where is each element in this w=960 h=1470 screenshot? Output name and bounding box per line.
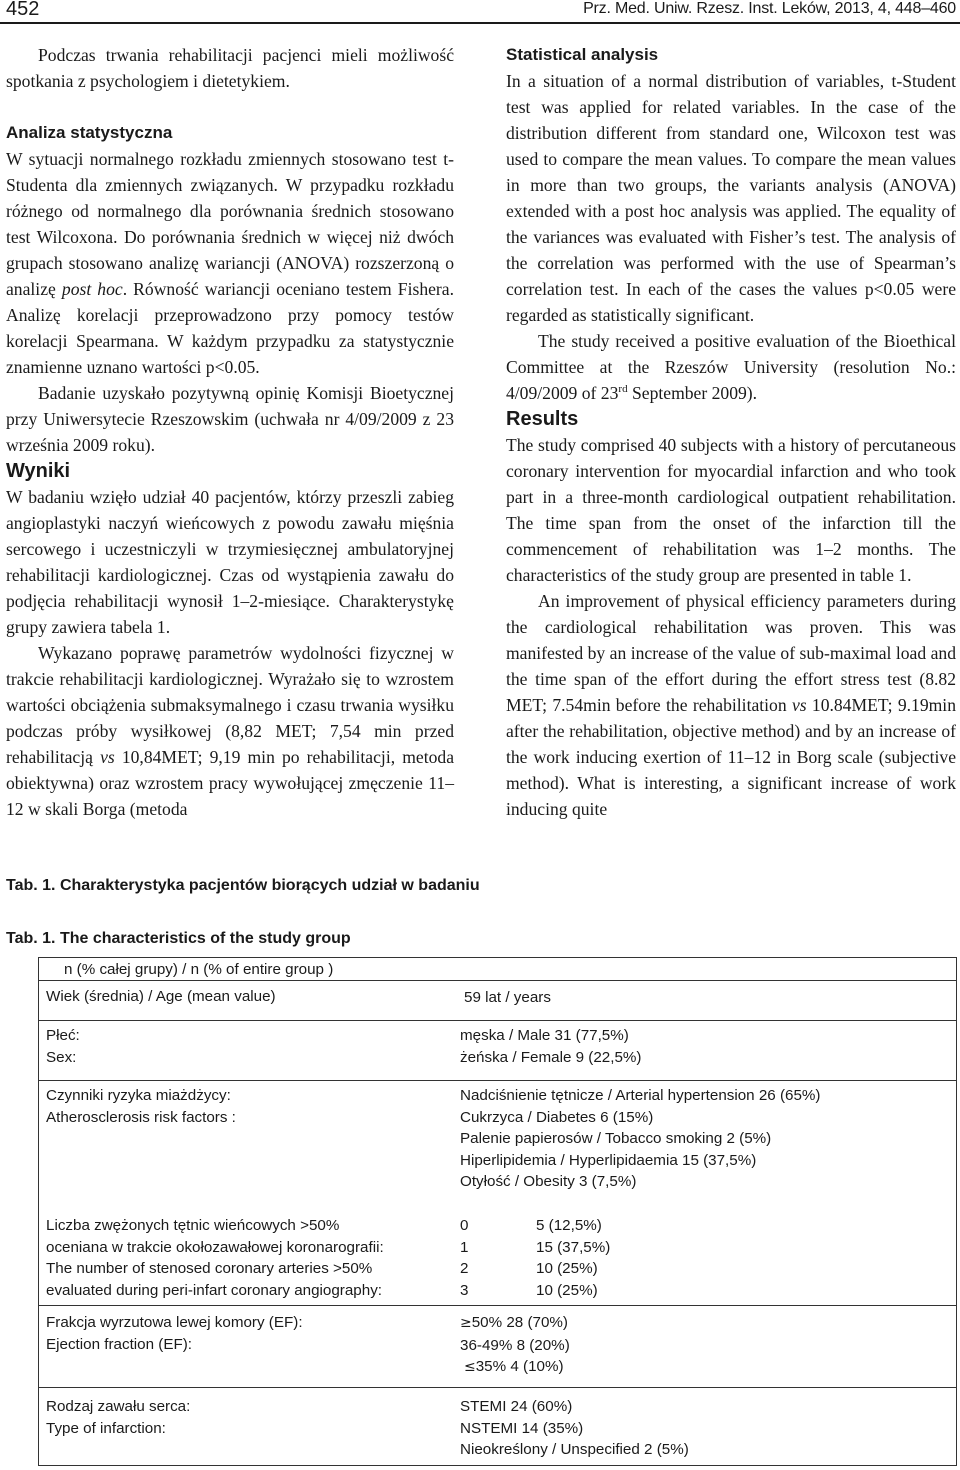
paragraph-bioethical: The study received a positive evaluation of the Bioethical Committee at the Rzeszów University (resolution No.: 4/09/2009 of 23rd September 2009). <box>506 331 956 403</box>
risk-obesity: Otyłość / Obesity 3 (7,5%) <box>460 1173 637 1191</box>
characteristics-table <box>38 957 957 1466</box>
journal-running-head: Prz. Med. Uniw. Rzesz. Inst. Leków, 2013, 4, 448–460 <box>583 0 956 17</box>
table-row-sex <box>39 1020 956 1081</box>
risk-hypertension: Nadciśnienie tętnicze / Arterial hypertension 26 (65%) <box>460 1087 821 1104</box>
table-row-stenosed <box>39 1200 956 1305</box>
paragraph-komisja: Badanie uzyskało pozytywną opinię Komisji Bioetycznej przy Uniwersytecie Rzeszowskim (uchwała nr 4/09/2009 z 23 września 2009 roku). <box>6 383 454 455</box>
right-column <box>506 42 956 822</box>
stenosed-values: 0 5 (12,5%) 1 15 (37,5%) 2 10 (25%) 3 10 (25%) <box>460 1217 611 1299</box>
heading-results: Results <box>506 408 579 430</box>
age-label: Wiek (średnia) / Age (mean value) <box>46 988 276 1005</box>
paragraph-results-1: The study comprised 40 subjects with a history of percutaneous coronary intervention for myocardial infarction and who took part in a three-month cardiological outpatient rehabilitation. The time span from the onset of the infarction till the commencement of rehabilitation was 1–2 months. The characteristics of the study group are presented in table 1. <box>506 435 956 585</box>
stenosed-label: Liczba zwężonych tętnic wieńcowych >50% oceniana w trakcie okołozawałowej koronarografii: The number of stenosed coronary arteries >50% evaluated during peri-infart coronary angiography: <box>46 1217 384 1299</box>
risk-factors-label: Czynniki ryzyka miażdżycy: Atherosclerosis risk factors : <box>46 1087 236 1126</box>
age-value: 59 lat / years <box>464 989 551 1006</box>
paragraph-analiza: W sytuacji normalnego rozkładu zmiennych stosowano test t-Studenta dla zmiennych związanych. W przypadku rozkładu różnego od normalnego dla porównania średnich stosowano test Wilcoxona. Do porównania średnich w więcej niż dwóch grupach stosowano analizę wariancji (ANOVA) rozszerzoną o analizę post hoc. Równość wariancji oceniano testem Fishera. Analizę korelacji przeprowadzono przy pomocy testów korelacji Spearmana. W każdym przypadku za statystycznie znamienne uznano wartości p<0.05. <box>6 149 455 377</box>
table-header: n (% całej grupy) / n (% of entire group ) <box>64 961 334 978</box>
paragraph-wyniki-1: W badaniu wzięło udział 40 pacjentów, którzy przeszli zabieg angioplastyki naczyń wieńcowych z powodu zawału mięśnia sercowego i uczestniczyli w trzymiesięcznej ambulatoryjnej rehabilitacji kardiologicznej. Czas od wystąpienia zawału do podjęcia rehabilitacji wynosił 1–2-miesiące. Charakterystykę grupy zawiera tabela 1. <box>6 487 454 637</box>
risk-smoking: Palenie papierosów / Tobacco smoking 2 (5%) <box>460 1130 772 1148</box>
ef-label: Frakcja wyrzutowa lewej komory (EF): Ejection fraction (EF): <box>46 1314 303 1353</box>
page-number: 452 <box>6 0 40 20</box>
ef-values: ≥50% 28 (70%) 36-49% 8 (20%) ≤35% 4 (10%) <box>460 1314 570 1376</box>
table-row-age <box>39 980 956 1021</box>
table-caption-en: Tab. 1. The characteristics of the study group <box>6 930 351 947</box>
risk-factors-values <box>460 1085 820 1193</box>
sex-label: Płeć: Sex: <box>46 1027 80 1066</box>
paragraph-statistical-analysis: In a situation of a normal distribution of variables, t-Student test was applied for related variables. In the case of the distribution different from standard one, Wilcoxon test was used to compare the mean values. To compare the mean values in more than two groups, the variants analysis (ANOVA) extended with a post hoc analysis was applied. The equality of the variances was evaluated with Fisher’s test. The analysis of the correlation was performed with the use of Spearman’s correlation test. In each of the cases the values p<0.05 were regarded as statistically significant. <box>506 71 956 325</box>
heading-statistical-analysis: Statistical analysis <box>506 45 659 64</box>
paragraph-wyniki-2: Wykazano poprawę parametrów wydolności fizycznej w trakcie rehabilitacji kardiologicznej. Wyrażało się to wzrostem wartości obciążenia submaksymalnego i czasu trwania wysiłku podczas próby wysiłkowej (8,82 MET; 7,54 min przed rehabilitacją vs 10,84MET; 9,19 min po rehabilitacji, metoda obiektywna) oraz wzrostem pracy wywołującej zmęczenie 11–12 w skali Borga (metoda <box>6 643 455 819</box>
heading-analiza-statystyczna: Analiza statystyczna <box>6 123 173 142</box>
heading-wyniki: Wyniki <box>6 460 71 482</box>
table-row-infarction-type <box>39 1387 956 1466</box>
infarction-values: STEMI 24 (60%) NSTEMI 14 (35%) Nieokreślony / Unspecified 2 (5%) <box>460 1398 689 1459</box>
paragraph-results-2: An improvement of physical efficiency parameters during the cardiological rehabilitation was proven. This was manifested by an increase of the value of sub-maximal load and the time span of the effort during the effort stress test (8.82 MET; 7.54min before the rehabilitation vs 10.84MET; 9.19min after the rehabilitation, objective method) and by an increase of the work inducing exertion of 11–12 in Borg scale (subjective method). What is interesting, a significant increase of work inducing quite <box>506 591 956 819</box>
table-row-risk-factors <box>39 1080 956 1201</box>
table-caption-pl: Tab. 1. Charakterystyka pacjentów biorących udział w badaniu <box>6 877 480 894</box>
risk-diabetes: Cukrzyca / Diabetes 6 (15%) <box>460 1108 654 1126</box>
table-header-row <box>39 958 956 980</box>
infarction-label: Rodzaj zawału serca: Type of infarction: <box>46 1398 191 1437</box>
left-column <box>6 42 454 822</box>
sex-values: męska / Male 31 (77,5%) żeńska / Female 9 (22,5%) <box>460 1027 642 1066</box>
header-rule <box>0 22 960 24</box>
table-row-ejection-fraction <box>39 1305 956 1388</box>
paragraph-psychologist: Podczas trwania rehabilitacji pacjenci mieli możliwość spotkania z psychologiem i dietetykiem. <box>6 45 454 91</box>
risk-hyperlipidaemia: Hiperlipidemia / Hyperlipidaemia 15 (37,5%) <box>460 1151 757 1169</box>
